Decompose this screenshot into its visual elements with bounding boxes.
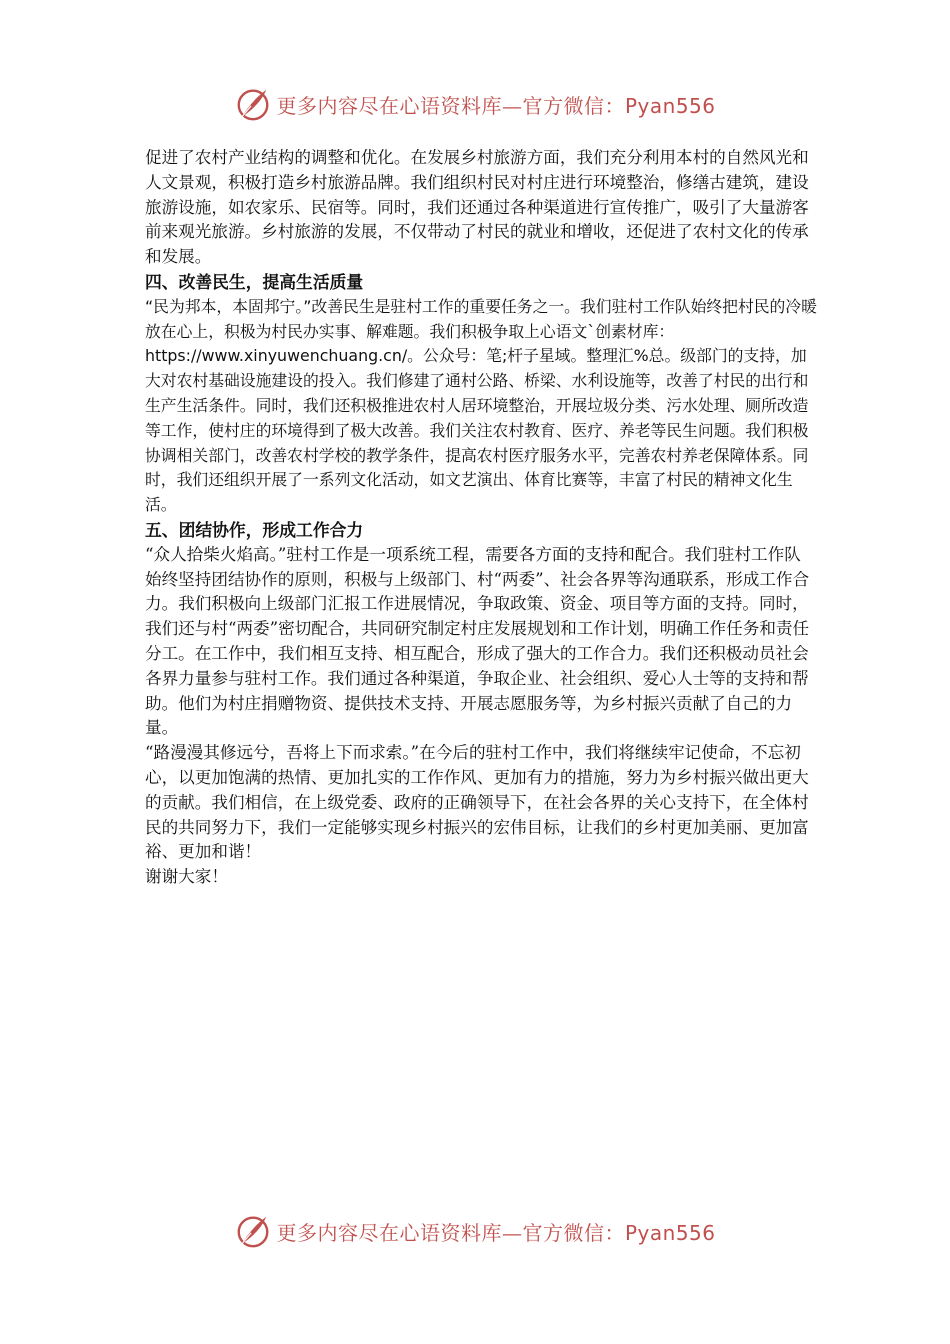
banner-handle: Pyan556: [624, 1220, 716, 1245]
section-heading-4: 四、改善民生，提高生活质量: [145, 271, 364, 292]
paragraph-section-5: “众人拾柴火焰高。”驻村工作是一项系统工程，需要各方面的支持和配合。我们驻村工作队始终坚持团结协作的原则，积极与上级部门、村“两委”、社会各界等沟通联系，形成工作合力。我们积极向上级部门汇报工作进展情况，争取政策、资金、项目等方面的支持。同时，我们还与村“两委”密切配合，共同研究制定村庄发展规划和工作计划，明确工作任务和责任分工。在工作中，我们相互支持、相互配合，形成了强大的工作合力。我们还积极动员社会各界力量参与驻村工作。我们通过各种渠道，争取企业、社会组织、爱心人士等的支持和帮助。他们为村庄捐赠物资、提供技术支持、开展志愿服务等，为乡村振兴贡献了自己的力量。: [145, 544, 810, 738]
footer-banner: [0, 1211, 950, 1251]
paragraph-section-4: “民为邦本，本固邦宁。”改善民生是驻村工作的重要任务之一。我们驻村工作队始终把村民的冷暖放在心上，积极为村民办实事、解难题。我们积极争取上心语文`创素材库：https://www.xinyuwenchuang.cn/。公众号：笔;杆子星域。整理汇%总。级部门的支持，加大对农村基础设施建设的投入。我们修建了通村公路、桥梁、水利设施等，改善了村民的出行和生产生活条件。同时，我们还积极推进农村人居环境整治，开展垃圾分类、污水处理、厕所改造等工作，使村庄的环境得到了极大改善。我们关注农村教育、医疗、养老等民生问题。我们积极协调相关部门，改善农村学校的教学条件，提高农村医疗服务水平，完善农村养老保障体系。同时，我们还组织开展了一系列文化活动，如文艺演出、体育比赛等，丰富了村民的精神文化生活。: [145, 296, 817, 515]
paragraph-intro: 促进了农村产业结构的调整和优化。在发展乡村旅游方面，我们充分利用本村的自然风光和人文景观，积极打造乡村旅游品牌。我们组织村民对村庄进行环境整治，修缮古建筑，建设旅游设施，如农家乐、民宿等。同时，我们还通过各种渠道进行宣传推广，吸引了大量游客前来观光旅游。乡村旅游的发展，不仅带动了村民的就业和增收，还促进了农村文化的传承和发展。: [145, 148, 809, 267]
document-body: [145, 146, 817, 890]
header-banner: [0, 84, 950, 124]
quill-logo-icon: [234, 85, 272, 123]
banner-handle: Pyan556: [624, 93, 716, 118]
banner-text: 更多内容尽在心语资料库—官方微信：Pyan556: [276, 93, 716, 118]
paragraph-thanks: 谢谢大家！: [145, 867, 228, 887]
section-heading-5: 五、团结协作，形成工作合力: [145, 519, 364, 540]
paragraph-closing: “路漫漫其修远兮，吾将上下而求索。”在今后的驻村工作中，我们将继续牢记使命，不忘初心，以更加饱满的热情、更加扎实的工作作风、更加有力的措施，努力为乡村振兴做出更大的贡献。我们相信，在上级党委、政府的正确领导下，在社会各界的关心支持下，在全体村民的共同努力下，我们一定能够实现乡村振兴的宏伟目标，让我们的乡村更加美丽、更加富裕、更加和谐！: [145, 743, 809, 862]
quill-logo-icon: [234, 1212, 272, 1250]
banner-text: 更多内容尽在心语资料库—官方微信：Pyan556: [276, 1220, 716, 1245]
